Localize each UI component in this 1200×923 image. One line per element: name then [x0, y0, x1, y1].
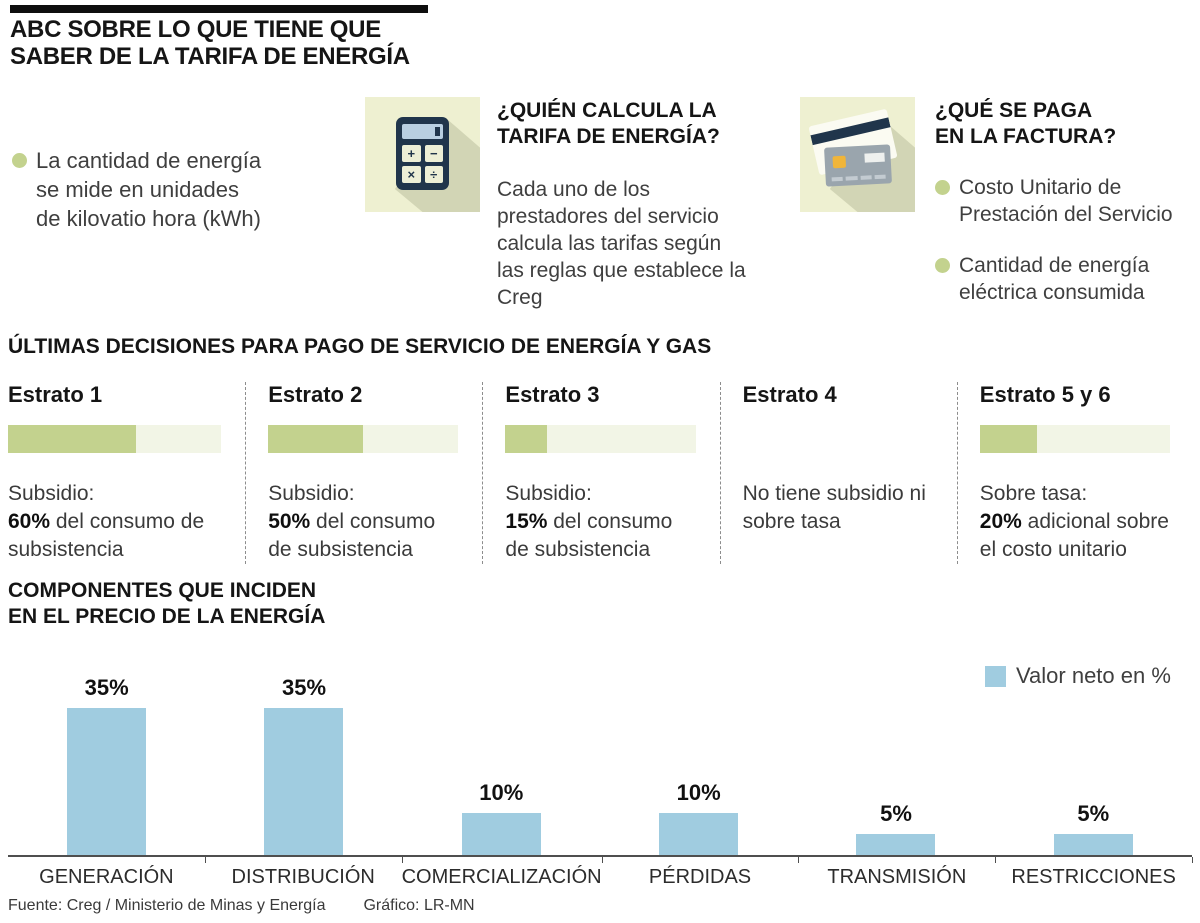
bar-cell — [600, 780, 797, 855]
bar-value-label: 5% — [880, 801, 912, 826]
estrato-description: No tiene subsidio ni sobre tasa — [742, 482, 926, 533]
estrato-bar — [268, 425, 458, 453]
who-calculates-title — [497, 98, 759, 150]
estrato-bar — [505, 425, 695, 453]
bar-value-label: 35% — [84, 675, 129, 700]
category-label: COMERCIALIZACIÓN — [402, 857, 602, 889]
who-calculates-title-line-1: ¿QUIÉN CALCULA LA — [497, 99, 717, 122]
components-bar-chart — [8, 660, 1192, 889]
estrato-description: Subsidio: 50% del consumo de subsistencia — [268, 482, 436, 561]
bullet-dot-icon — [935, 180, 950, 195]
estrato-label: Estrato 4 — [742, 382, 837, 407]
bar-cell — [797, 801, 994, 855]
card-chip — [832, 156, 846, 169]
category-label: RESTRICCIONES — [995, 857, 1192, 889]
invoice-bullet-text: Costo Unitario de Prestación del Servicio — [959, 176, 1173, 226]
estratos-row — [8, 382, 1194, 564]
page-title — [10, 16, 410, 70]
credit-card-icon — [800, 97, 915, 212]
estrato-label: Estrato 5 y 6 — [979, 382, 1111, 407]
estrato-column — [957, 382, 1194, 564]
invoice-bullet-item — [935, 252, 1197, 306]
estrato-description: Subsidio: 15% del consumo de subsistencia — [505, 482, 673, 561]
calculator-key-icon: ÷ — [425, 166, 444, 183]
estrato-label: Estrato 3 — [505, 382, 600, 407]
chart-title-line-2: EN EL PRECIO DE LA ENERGÍA — [8, 605, 326, 628]
kwh-bullet-item — [12, 146, 264, 233]
estrato-bar-track — [8, 425, 221, 453]
bar-value-label: 35% — [281, 675, 327, 700]
estrato-column — [245, 382, 482, 564]
calculator-key-icon: × — [402, 166, 421, 183]
bar-value-label: 5% — [1077, 801, 1110, 826]
bullet-dot-icon — [12, 153, 27, 168]
bar-cell — [205, 675, 402, 855]
estrato-bar-fill — [980, 425, 1037, 453]
invoice-bullet-item — [935, 174, 1197, 228]
page-title-line-1: ABC SOBRE LO QUE TIENE QUE — [10, 16, 381, 43]
estrato-column — [8, 382, 245, 564]
magnetic-stripe — [810, 117, 890, 145]
estratos-section-title: ÚLTIMAS DECISIONES PARA PAGO DE SERVICIO DE ENERGÍA Y GAS — [8, 335, 712, 358]
what-is-paid-title-line-2: EN LA FACTURA? — [935, 125, 1117, 148]
bar-value-label: 10% — [676, 780, 721, 805]
estrato-bar — [8, 425, 221, 453]
category-label: PÉRDIDAS — [602, 857, 799, 889]
calculator-icon — [365, 97, 480, 212]
source-credit: Fuente: Creg / Ministerio de Minas y Energía — [8, 897, 326, 914]
kwh-bullet-text: La cantidad de energía se mide en unidades de kilovatio hora (kWh) — [36, 148, 262, 231]
bar — [462, 813, 541, 855]
estrato-bar — [980, 425, 1170, 453]
estrato-column — [720, 382, 957, 564]
estrato-bar-fill — [268, 425, 363, 453]
bar-cell — [403, 780, 600, 855]
chart-axis — [8, 855, 1192, 889]
estrato-description: Sobre tasa: 20% adicional sobre el costo unitario — [979, 482, 1169, 561]
invoice-bullet-text: Cantidad de energía eléctrica consumida — [959, 254, 1150, 304]
category-label: DISTRIBUCIÓN — [205, 857, 402, 889]
chart-title-line-1: COMPONENTES QUE INCIDEN — [8, 579, 317, 602]
card-signature-box — [864, 153, 884, 163]
estrato-label: Estrato 2 — [268, 382, 363, 407]
who-calculates-title-line-2: TARIFA DE ENERGÍA? — [497, 125, 720, 148]
graphic-credit: Gráfico: LR-MN — [363, 897, 475, 914]
estrato-column — [482, 382, 719, 564]
bar-cell — [995, 801, 1192, 855]
estrato-bar-track — [505, 425, 695, 453]
top-rule — [10, 5, 428, 13]
bar-value-label: 10% — [479, 780, 524, 805]
what-is-paid-title — [935, 98, 1197, 150]
legend-label: Valor neto en % — [1016, 663, 1171, 688]
calculator-screen — [402, 124, 443, 139]
category-label: TRANSMISIÓN — [798, 857, 995, 889]
estrato-bar — [743, 425, 933, 453]
estrato-bar-track — [268, 425, 458, 453]
calculator-body — [396, 117, 449, 190]
bar — [264, 708, 343, 855]
what-is-paid-block — [935, 98, 1197, 306]
estrato-description: Subsidio: 60% del consumo de subsistencia — [8, 482, 205, 561]
estrato-bar-track — [980, 425, 1170, 453]
who-calculates-block — [497, 98, 759, 311]
who-calculates-body: Cada uno de los prestadores del servicio calcula las tarifas según las reglas que establece la Creg — [497, 178, 746, 309]
what-is-paid-title-line-1: ¿QUÉ SE PAGA — [935, 99, 1093, 122]
bar — [856, 834, 935, 855]
estrato-bar-fill — [8, 425, 136, 453]
calculator-key-icon: + — [402, 145, 421, 162]
axis-tick — [1192, 857, 1193, 863]
bar-chart-row — [8, 660, 1192, 855]
page-title-line-2: SABER DE LA TARIFA DE ENERGÍA — [10, 43, 410, 70]
credit-card-front — [824, 144, 892, 186]
footer — [8, 897, 475, 915]
bar — [659, 813, 738, 855]
category-label: GENERACIÓN — [8, 857, 205, 889]
chart-section-title — [8, 578, 325, 630]
calculator-key-icon: − — [425, 145, 444, 162]
calculator-keys — [402, 145, 443, 183]
bar — [67, 708, 146, 855]
bar — [1054, 834, 1133, 855]
estrato-bar-fill — [505, 425, 547, 453]
estrato-label: Estrato 1 — [8, 382, 103, 407]
card-number-dashes — [832, 175, 886, 182]
bar-cell — [8, 675, 205, 855]
bullet-dot-icon — [935, 258, 950, 273]
